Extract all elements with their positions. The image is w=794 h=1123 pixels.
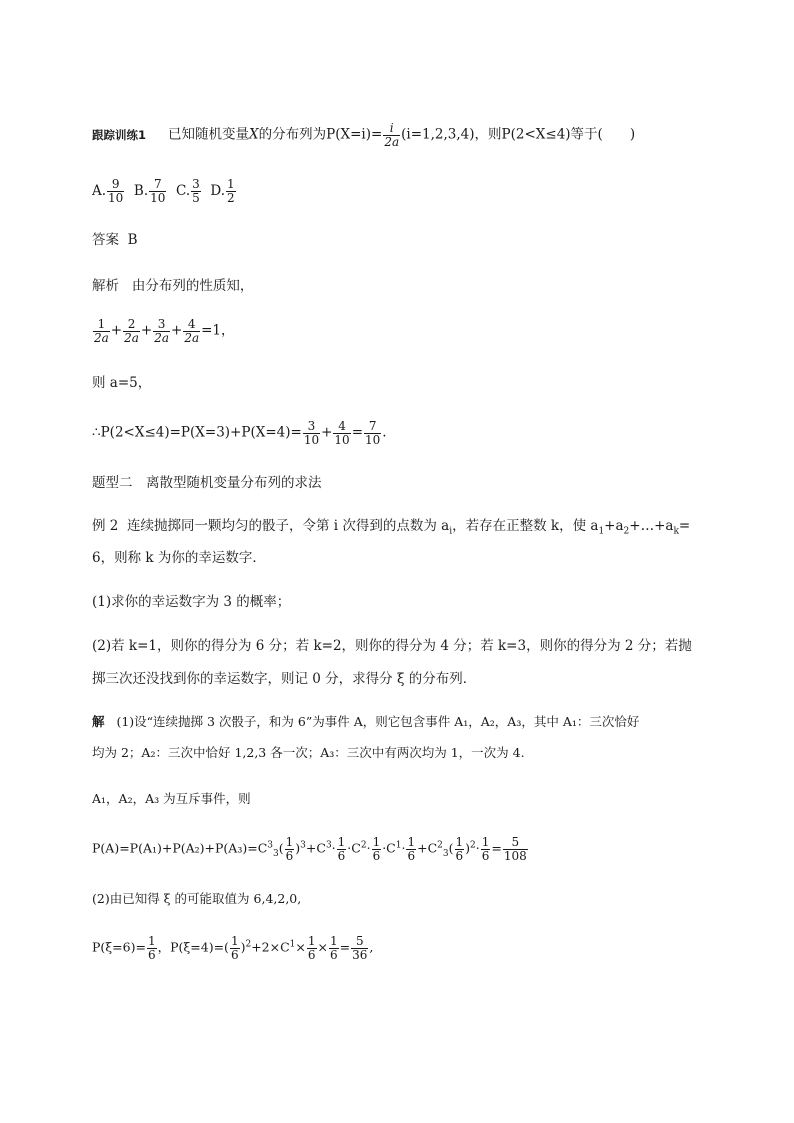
frac-num: 3 xyxy=(303,420,320,434)
frac-den: 10 xyxy=(303,432,320,447)
question-tag: 跟踪训练1 xyxy=(92,127,147,142)
eq-frac: $\frac{1}{6}$ xyxy=(285,835,294,863)
option-label: B. xyxy=(133,182,149,199)
solution-line-3: A₁，A₂，A₃ 为互斥事件，则 xyxy=(92,791,251,806)
frac-num: 1 xyxy=(93,318,110,332)
example-text-d: +…+a xyxy=(629,518,674,534)
eq-frac: $\frac{1}{6}$ xyxy=(407,835,416,863)
frac-den: 6 xyxy=(147,947,156,962)
answer-value: B xyxy=(127,232,138,248)
frac-num: 3 xyxy=(192,177,200,191)
frac-num: 1 xyxy=(227,177,235,191)
example-part-1: (1)求你的幸运数字为 3 的概率； xyxy=(92,594,291,610)
option-label: A. xyxy=(92,182,107,199)
sum-rhs: =1， xyxy=(201,322,235,339)
frac-den: 2a xyxy=(124,330,139,345)
example-line-1 xyxy=(92,520,690,537)
prob-frac xyxy=(333,420,350,446)
answer-line xyxy=(92,234,138,248)
analysis-line xyxy=(92,280,253,294)
ask-expr: P(2<X≤4) xyxy=(501,126,571,143)
frac-num: 4 xyxy=(183,318,200,332)
example-text-c: +a xyxy=(604,518,624,534)
answer-label: 答案 xyxy=(92,232,119,248)
solution-label: 解 xyxy=(92,714,105,729)
example-part-2b: 掷三次还没找到你的幸运数字，则记 0 分，求得分 ξ 的分布列． xyxy=(92,671,477,687)
subscript: k xyxy=(673,526,679,537)
frac-num: 1 xyxy=(147,934,156,948)
frac-num: 7 xyxy=(364,420,381,434)
eq-prefix: P(A)=P(A₁)+P(A₂)+P(A₃)=C xyxy=(92,840,268,856)
analysis-text: 由分布列的性质知， xyxy=(131,278,254,294)
example-part-2a: (2)若 k=1，则你的得分为 6 分；若 k=2，则你的得分为 4 分；若 k=3，则你的得分为 2 分；若抛 xyxy=(92,638,692,654)
option-fraction xyxy=(226,178,236,204)
analysis-label: 解析 xyxy=(92,278,119,294)
question-text-2: 的分布列为 xyxy=(258,126,327,143)
var-x: X xyxy=(249,126,259,143)
eq-result xyxy=(351,935,368,961)
eq-frac: $\frac{1}{6}$ xyxy=(307,934,316,962)
option-label: D. xyxy=(210,182,226,199)
prob-expr: ∴P(2<X≤4)=P(X=3)+P(X=4)= xyxy=(92,424,302,441)
sum-term xyxy=(93,318,110,344)
frac-num: i xyxy=(383,122,400,136)
eq-end: , xyxy=(369,939,374,955)
a-value-line xyxy=(92,377,151,391)
sum-term xyxy=(123,318,140,344)
option-label: C. xyxy=(176,182,191,199)
frac-den: 2a xyxy=(384,134,400,149)
option-a xyxy=(92,177,125,205)
option-fraction xyxy=(149,178,166,204)
subscript: i xyxy=(449,526,453,537)
condition: (i=1,2,3,4)，则 xyxy=(401,126,502,143)
frac-den: 10 xyxy=(334,432,350,447)
option-fraction xyxy=(191,178,201,204)
frac-num: 5 xyxy=(503,836,528,850)
option-d xyxy=(210,177,236,205)
eq-frac: $\frac{1}{6}$ xyxy=(455,835,464,863)
frac-num: 9 xyxy=(107,178,124,192)
frac-den: 108 xyxy=(503,848,527,863)
section-title: 题型二 离散型随机变量分布列的求法 xyxy=(92,475,322,491)
sum-term xyxy=(153,318,170,344)
frac-den: 2a xyxy=(154,330,170,345)
frac-num: 2 xyxy=(123,318,140,332)
sum-equation: $\frac{1}{2a}$ + $\frac{2}{2a}$ + $\frac{3}{2a}$ + $\frac{4}{2a}$ =1， xyxy=(94,317,235,345)
example-text-b: ，若存在正整数 k，使 a xyxy=(452,518,599,534)
probability-line: ∴P(2<X≤4)=P(X=3)+P(X=4)= $\frac{3}{10}$ + $\frac{4}{10}$ = $\frac{7}{10}$ . xyxy=(92,419,387,447)
solution-equation-2: P(ξ=6)= $\frac{1}{6}$ ，P(ξ=4)=( $\frac{1}{6}$ )$^2+2\times C^1\times$ $\frac{1}{6}$ × $\frac{1}{6}$ = $\frac{5}{36}$ , xyxy=(92,934,374,962)
solution-line-1 xyxy=(92,716,639,729)
frac-den: 10 xyxy=(150,190,166,205)
eq-frac: $\frac{1}{6}$ xyxy=(372,835,381,863)
subscript: 2 xyxy=(623,526,630,537)
example-line-2: 6，则称 k 为你的幸运数字． xyxy=(92,550,266,566)
frac-den: 36 xyxy=(352,947,368,962)
frac-den: 2 xyxy=(227,190,235,205)
question-line xyxy=(92,122,635,148)
fraction-i-2a xyxy=(383,122,400,148)
eq-mid: ，P(ξ=4)= xyxy=(157,939,225,955)
solution-line-4: (2)由已知得 ξ 的可能取值为 6,4,2,0, xyxy=(92,891,302,906)
frac-den: 10 xyxy=(108,190,124,205)
solution-text: (1)设“连续抛掷 3 次骰子，和为 6”为事件 A，则它包含事件 A₁，A₂，A₃，其中 A₁：三次恰好 xyxy=(116,714,640,729)
eq-frac: $\frac{1}{6}$ xyxy=(481,835,490,863)
example-text-e: = xyxy=(678,518,691,534)
subscript: 1 xyxy=(598,526,605,537)
sum-term xyxy=(183,318,200,344)
frac-den: 2a xyxy=(94,330,109,345)
eq-prefix: P(ξ=6)= xyxy=(92,939,146,955)
frac-num: 7 xyxy=(149,178,166,192)
frac-den: 2a xyxy=(184,330,200,345)
prob-expr: P(X=i)= xyxy=(326,126,383,143)
example-text: 连续抛掷同一颗均匀的骰子，令第 i 次得到的点数为 a xyxy=(126,518,450,534)
option-fraction xyxy=(107,178,124,204)
prob-frac xyxy=(364,420,381,446)
question-tail: 等于( ) xyxy=(570,126,636,143)
example-label: 例 2 xyxy=(92,518,119,534)
eq-result xyxy=(503,836,528,862)
option-b xyxy=(133,177,168,205)
option-c xyxy=(176,177,202,205)
solution-line-2: 均为 2；A₂：三次中恰好 1,2,3 各一次；A₃：三次中有两次均为 1，一次为 4. xyxy=(92,745,525,760)
a-value: 则 a=5， xyxy=(92,375,152,391)
frac-num: 5 xyxy=(351,935,368,949)
question-text: 已知随机变量 xyxy=(168,126,250,143)
frac-den: 10 xyxy=(365,432,381,447)
frac-num: 4 xyxy=(333,420,350,434)
eq-frac: $\frac{1}{6}$ xyxy=(230,934,239,962)
prob-end: . xyxy=(382,424,387,441)
solution-equation-1: $P(A)=P(A_1)+P(A_2)+P(A_3)=C^3_3$( $\frac{1}{6}$ )$^3+C^3\cdot$ $\frac{1}{6}$ $\cdot C^2\cdot$ $\frac{1}{6}$ $\cdot C^1\cdot$ $\frac{1}{6}$ $+C^2_3$( $\frac{1}{6}$ )$^2$· $\frac{1}{6}$ = $\frac{5}{108}$ xyxy=(92,835,527,863)
eq-frac: $\frac{1}{6}$ xyxy=(337,835,346,863)
eq-frac xyxy=(147,935,157,961)
frac-den: 5 xyxy=(192,190,200,205)
options-line xyxy=(92,178,237,204)
eq-frac: $\frac{1}{6}$ xyxy=(330,934,338,962)
prob-frac xyxy=(303,420,320,446)
frac-num: 3 xyxy=(153,318,170,332)
